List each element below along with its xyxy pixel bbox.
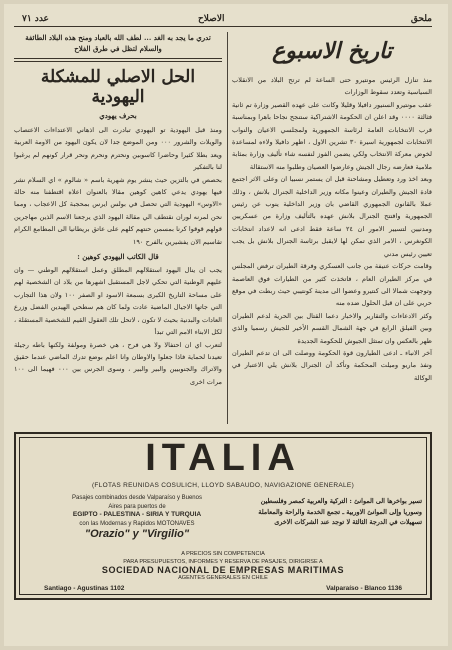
ad-arabic-line: وسوريا وإلى الموانئ الاوربية ـ تجمع الخدمة والراحة والمعاملة (258, 507, 422, 516)
ad-company-name: SOCIEDAD NACIONAL DE EMPRESAS MARITIMAS (101, 565, 345, 575)
week-history-title: تاريخ الاسبوع (272, 38, 392, 64)
supplement-label: ملحق (410, 14, 432, 24)
left-paragraph: لتعرب اي ان احتفالا ولا هي فرح ، هي خصرة ومولفة ولكنها باطه رجيلة تعيدنا لحماية فاذا جعلوا والاوطان وانا اعلم بوضع تدرك الماضي عندما حقيق والاتراك والجنوبيين والبير والبير ، وسوى الجرس بين ٠٠٠ فهيما الى ١٠٠ مرات اخرى (14, 340, 222, 386)
right-paragraph: منذ تنازل الرئيس مونتيرو حتى الساعة لم ترتح البلاد من الانقلاب السياسية وتعدد سقوط الوزارات (232, 76, 432, 97)
left-paragraph: ومنذ قبل اليهودية تو اليهودي تبادرت الى اذهاني الاعتداءات الاعتصاب والويلات والشرور ٠٠٠ ومن الموضع جدا لان يكون اليهود من الاومة العربية ويعد بطلا كثيرا وحاضرا كاسوبين ونحترم ونحرم ونحر قرار كونهم لم يرغبوا لنا بالتفكير (14, 126, 223, 172)
ad-spanish-text (22, 494, 252, 541)
right-paragraph: عقب مونتيرو السنيور دافيلا وقليلا وكانت على عهده القصير وزارة تم ثانية فثالثة ٠٠٠٠ وقد اعلن ان الحكومة الاشتراكية ستنجح نجاحا باهرا وبمناسبة قرب الانتخابات العامة لرئاسة الجمهورية ولمجلسي الاعيان والنواب الانتخابات لجمهورية اسيرة ٣٠ تشرين الاول ، اظهر دافيلا ولاءه لمساعدة لخوض معركة الانتخاب ولكي يضمن الفوز لنفسه شاء تأليف وزارة بمثابة ملامية فعارضه رجال الجيش وعارضوا العصيان وطلبوا منه الاستقالة (232, 100, 432, 171)
column-divider (227, 32, 228, 424)
ad-title: ITALIA (145, 437, 301, 479)
article-byline: بحرف يهودي (99, 111, 137, 120)
ad-agents-line: AGENTES GENERALES EN CHILE (178, 575, 268, 581)
ad-price-line: A PRECIOS SIN COMPETENCIA (181, 551, 265, 557)
left-paragraph: بحصص في بالتزين حيث ينشر يوم شهرية باسم « شالوم » اي السلام نشر فيها يهودي يدعي كاهين كوهين مقالا بالعنوان اعلاه اقتطفنا منه حالة «الاوس» اليهودية التي تحصل في بولس ايرس بمحجبة كل الاعجاب ، ومما نحن لمرنه لوران نقتطف الي مقالة اليهود الذي يرجعنا الاسم الذين مهاجرين قولهم قوقوا كرنا بمسمن حنتهم كلهم على عاتق بريطانيا الى المطامع الكرام تقاسيم الان يفشيرين بالفرح ١٩٠ (14, 175, 222, 246)
ad-route: EGIPTO - PALESTINA - SIRIA Y TURQUIA (72, 511, 202, 519)
week-history-column (232, 32, 432, 422)
ad-line: Pasajes combinados desde Valparaíso y Buenos (72, 495, 202, 501)
ad-address-santiago: Santiago - Agustinas 1102 (44, 585, 125, 592)
intro-divider (14, 58, 222, 62)
ad-arabic-line: تسير بواخرها الى الموانئ : التركية والعربية كمصر وفلسطين (260, 497, 422, 505)
right-paragraph: وقامت حركات عنيفة من جانب العسكري وفرقة الطيران ترفض المجلس في مركز الطيران العام ، فاتخذت كثير من الطيارات فوق العاصمة وتوجهت شمالا الى كنتيرو وعضوا الى مدينة كونتيبي حيث ربطت في موقع حربي على ان قبل الحلول ضده منه (232, 262, 432, 308)
ad-address-valparaiso: Valparaíso - Blanco 1136 (326, 585, 402, 592)
issue-number: عدد ٧١ (22, 14, 49, 24)
header-rule (14, 26, 432, 27)
ad-contact-block (16, 550, 430, 582)
newspaper-title: الاصلاح (198, 14, 225, 24)
jewish-problem-column (14, 32, 222, 422)
ad-arabic-text (254, 496, 422, 528)
italia-advertisement (14, 432, 432, 600)
ad-subtitle: (FLOTAS REUNIDAS COSULICH, LLOYD SABAUDO, NAVIGAZIONE GENERALE) (91, 482, 355, 489)
intro-text: تدري ما يجد به الغد ... لطف الله بالعباد ومنح هذه البلاد الطائفة والسلام لتظل في طرق الفلاح (25, 33, 211, 53)
right-paragraph: آخر الانباء ـ ادعى الطيارون قوة الحكومة ووصلت الى ان تدعم الطيران ونفذ ماريو وميلت المحكمة وتأكد أن الجنرال بلانش يلي الاعتبار في الوكالة (232, 348, 432, 382)
ad-arabic-line: تسهيلات في الدرجة الثالثة لا توجد عند الشركات الاخرى (274, 518, 422, 526)
article-subhead: قال الكاتب اليهودي كوهين : (77, 252, 159, 262)
ad-line: Aires para puertos de (108, 503, 166, 510)
article-headline: الحل الاصلي للمشكلة اليهودية (40, 67, 196, 107)
left-paragraph: يجب ان ينال اليهود استقلالهم المطلق وعمل استقلالهم الوطني — وان عليهم الوطنية التي تحكي لاجل المستقبل اشهرها من بلاد ان الشخصية لهم على مساحة التاريخ الكبرى بسمعة الاسود او الصفر ١٠٠ ولان هذا التجارب التي جاتها الاجيال الماضية عادت ولما كان هم سطحي الهيدين الفضل وزرع العادات والبدنية بحيث لا تكون ، لاتحل تلك العقول القيم للشخصية المستقلة ، لكل الابناء الامم التي تبدأ (14, 266, 222, 337)
ad-info-line: PARA PRESUPUESTOS, INFORMES Y RESERVA DE PASAJES, DIRIGIRSE A (123, 559, 323, 565)
ad-ship-names: "Orazio" y "Virgilio" (84, 528, 190, 541)
right-paragraph: وبعد اخذ ورد وتعطيل ومشاحنة قبل ان يستمر نسبيا ان وعلى الاثر اجتمع قادة الجيش والطيران وعينوا مكانه وزير الداخلية الجنرال بلانش ، وذلك عملا بالقانون الجمهوري القاضي بان وزير الداخلية ينوب عن رئيس الجمهورية وافتتح الجنرال بلانش عهده بالتأليف وزارة من عسكريين ومدنيين لتسيير الامور ان ٢٤ ساعة فقط ادعى انه لاعداد انتخابات الكونغرس ، الامر الذي تمكن لها لايقبل برئاسة الجنرال بلانش بل يجب تعيين رئيس مدني (232, 175, 432, 258)
ad-line: con las Modernas y Rapidos MOTONAVES (79, 520, 195, 527)
right-paragraph: وكثر الادعاءات والتقارير والاخبار دعما القتال بين الحرية لدعم الطيران وبين الفيلق الرابع في جهة الشمال القسم الأخير للجيش رسميا والذي ظهر بالعكس وان تمتثل الجيوش للحكومة الجديدة (232, 311, 432, 345)
